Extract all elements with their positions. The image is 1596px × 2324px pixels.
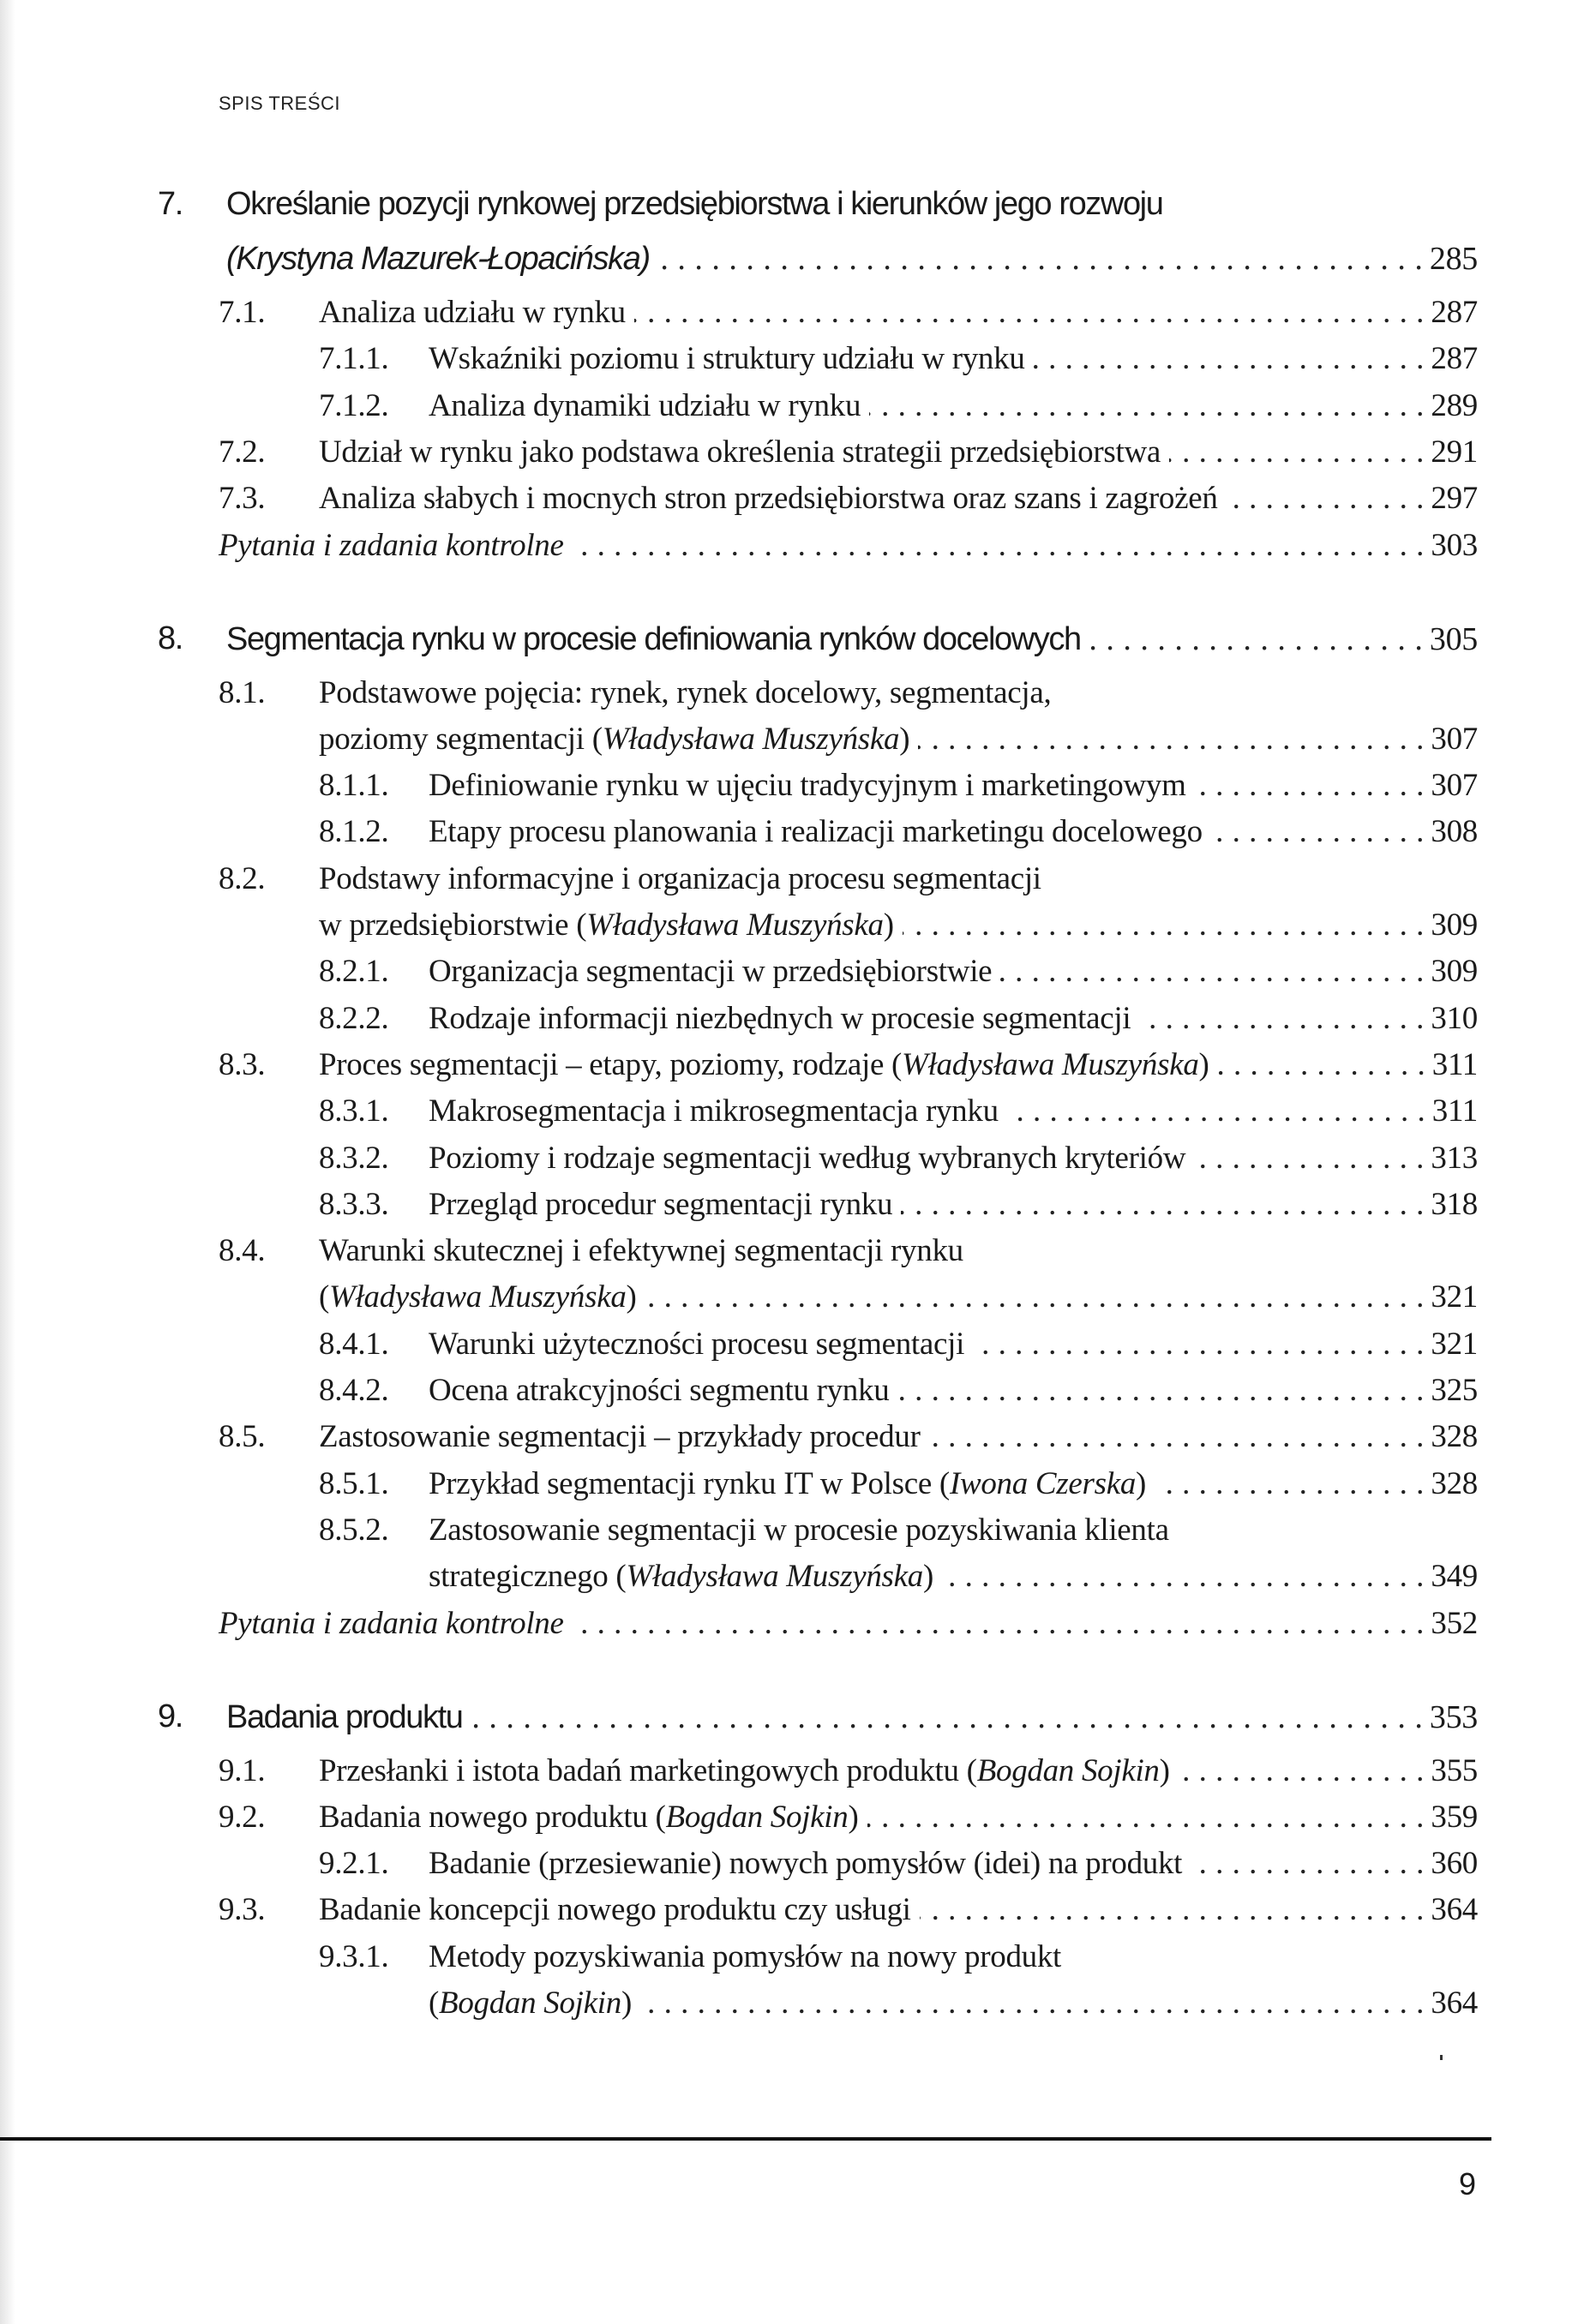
entry-number: 9.2. xyxy=(219,1799,266,1835)
entry-author-or-italic: Władysława Muszyńska xyxy=(902,1046,1199,1082)
toc-entry-line[interactable] xyxy=(219,860,1478,905)
entry-text: Metody pozyskiwania pomysłów na nowy produkt xyxy=(429,1938,1062,1974)
entry-title xyxy=(319,721,909,758)
toc-entry-line[interactable] xyxy=(319,387,1478,432)
entry-text: Organizacja segmentacji w przedsiębiorstwie xyxy=(429,954,993,990)
entry-number: 8.4.1. xyxy=(319,1326,389,1362)
entry-text: ) xyxy=(883,907,894,943)
entry-title xyxy=(226,241,650,278)
page-ref: 287 xyxy=(1431,295,1478,330)
page-ref: 305 xyxy=(1429,620,1478,657)
entry-title xyxy=(319,907,894,943)
dot-leader xyxy=(1089,620,1423,658)
entry-text: Badania nowego produktu ( xyxy=(319,1799,666,1835)
entry-text: Warunki użyteczności procesu segmentacji xyxy=(429,1326,965,1362)
dot-leader xyxy=(942,1558,1424,1595)
entry-text: Analiza udziału w rynku xyxy=(319,295,626,330)
entry-text: Poziomy i rodzaje segmentacji według wybranych kryteriów xyxy=(429,1140,1186,1176)
toc-entry-line[interactable] xyxy=(319,907,1478,951)
dot-leader xyxy=(658,240,1423,278)
page-ref: 328 xyxy=(1431,1419,1478,1455)
toc-entry-line[interactable] xyxy=(319,1000,1478,1045)
entry-number: 8.3. xyxy=(219,1046,266,1082)
entry-number: 8.5. xyxy=(219,1419,266,1455)
entry-text: Analiza dynamiki udziału w rynku xyxy=(429,387,861,423)
entry-number: 8.4. xyxy=(219,1233,266,1269)
dot-leader xyxy=(903,907,1425,943)
entry-text: ) xyxy=(1136,1465,1147,1501)
entry-text: Makrosegmentacja i mikrosegmentacja rynku xyxy=(429,1093,999,1129)
entry-text: ( xyxy=(319,1279,330,1315)
entry-title xyxy=(429,1140,1185,1177)
entry-text: ) xyxy=(621,1986,632,2021)
page-ref: 287 xyxy=(1431,341,1478,377)
entry-title xyxy=(319,860,1041,897)
entry-number: 8.4.2. xyxy=(319,1373,389,1408)
toc-entry-line[interactable] xyxy=(319,1465,1478,1510)
entry-number: 9.1. xyxy=(219,1752,266,1788)
entry-number: 7.1. xyxy=(219,295,266,330)
entry-author-or-italic: Władysława Muszyńska xyxy=(602,721,900,757)
page-ref: 352 xyxy=(1431,1605,1478,1641)
dot-leader xyxy=(1169,434,1424,470)
entry-title xyxy=(429,387,861,424)
toc-entry-line[interactable] xyxy=(219,1232,1478,1277)
entry-number: 7. xyxy=(158,186,183,222)
entry-author-or-italic: Bogdan Sojkin xyxy=(439,1986,621,2021)
toc-entry-line[interactable] xyxy=(319,953,1478,997)
toc-entry-line[interactable] xyxy=(219,480,1478,524)
entry-title xyxy=(319,1799,859,1836)
toc-entry-line[interactable] xyxy=(319,721,1478,765)
entry-title xyxy=(429,1372,889,1409)
entry-text: ) xyxy=(626,1279,637,1315)
entry-title xyxy=(429,1558,933,1595)
entry-text: Warunki skutecznej i efektywnej segmentacji rynku xyxy=(319,1233,963,1269)
toc-entry-line[interactable] xyxy=(219,294,1478,338)
entry-title xyxy=(319,434,1161,470)
entry-author-or-italic: Krystyna Mazurek-Łopacińska xyxy=(236,241,640,277)
entry-number: 9.2.1. xyxy=(319,1846,389,1882)
dot-leader xyxy=(1179,1752,1425,1789)
entry-text: ) xyxy=(1198,1046,1209,1082)
chapter-heading-line[interactable] xyxy=(158,186,1478,231)
entry-title xyxy=(429,1985,632,2022)
page-ref: 364 xyxy=(1431,1892,1478,1928)
entry-author-or-italic: ) xyxy=(639,241,650,277)
page-ref: 318 xyxy=(1431,1186,1478,1222)
entry-number: 9.3. xyxy=(219,1892,266,1928)
entry-title xyxy=(226,186,1162,223)
entry-title xyxy=(319,1279,637,1315)
entry-title xyxy=(226,1699,463,1736)
toc-entry-line[interactable] xyxy=(429,1985,1478,2029)
entry-number: 8.1.2. xyxy=(319,814,389,850)
dot-leader xyxy=(1194,1140,1424,1177)
page-ref: 297 xyxy=(1431,481,1478,517)
entry-number: 9. xyxy=(158,1698,183,1734)
entry-number: 7.1.2. xyxy=(319,387,389,423)
dot-leader xyxy=(1211,813,1425,850)
dot-leader xyxy=(640,1985,1424,2022)
toc-entry-line[interactable] xyxy=(219,1418,1478,1463)
entry-text: w przedsiębiorstwie ( xyxy=(319,907,587,943)
dot-leader xyxy=(645,1279,1425,1315)
page-ref: 311 xyxy=(1431,1046,1478,1082)
dot-leader xyxy=(573,527,1425,564)
toc-entry-line[interactable] xyxy=(319,1279,1478,1323)
entry-number: 8.2.1. xyxy=(319,954,389,990)
entry-title xyxy=(429,813,1203,850)
toc-entry-line[interactable] xyxy=(429,1558,1478,1602)
entry-text: Przegląd procedur segmentacji rynku xyxy=(429,1186,893,1222)
toc-entry-line[interactable] xyxy=(319,1186,1478,1231)
dot-leader xyxy=(897,1372,1424,1409)
entry-author-or-italic: Bogdan Sojkin xyxy=(665,1799,849,1835)
toc-entry-line[interactable] xyxy=(219,1752,1478,1797)
toc-entry-line[interactable] xyxy=(319,340,1478,385)
dot-leader xyxy=(1155,1465,1424,1502)
entry-title xyxy=(429,1465,1146,1502)
entry-text: strategicznego ( xyxy=(429,1559,627,1595)
page-ref: 289 xyxy=(1431,387,1478,423)
entry-text: Określanie pozycji rynkowej przedsiębiorstwa i kierunków jego rozwoju xyxy=(226,186,1163,222)
entry-number: 8.3.1. xyxy=(319,1093,389,1129)
dot-leader xyxy=(901,1186,1424,1223)
chapter-heading-line[interactable] xyxy=(158,620,1478,665)
entry-author-or-italic: Bogdan Sojkin xyxy=(976,1752,1160,1788)
entry-title xyxy=(319,1891,911,1928)
entry-title xyxy=(319,1046,1209,1083)
page-ref: 321 xyxy=(1431,1326,1478,1362)
page-ref: 291 xyxy=(1431,434,1478,470)
entry-number: 7.1.1. xyxy=(319,341,389,377)
entry-author-or-italic: Władysława Muszyńska xyxy=(329,1279,627,1315)
entry-number: 8.5.2. xyxy=(319,1512,389,1548)
entry-text: Zastosowanie segmentacji – przykłady procedur xyxy=(319,1419,921,1455)
entry-title xyxy=(429,1000,1131,1037)
page-ref: 309 xyxy=(1431,907,1478,943)
dot-leader xyxy=(1227,480,1425,517)
entry-text: Wskaźniki poziomu i struktury udziału w rynku xyxy=(429,341,1025,377)
entry-text: ) xyxy=(922,1559,933,1595)
toc-entry-line[interactable] xyxy=(219,1891,1478,1936)
entry-title xyxy=(319,1232,963,1269)
entry-author-or-italic: ( xyxy=(226,241,237,277)
entry-text: Podstawy informacyjne i organizacja procesu segmentacji xyxy=(319,860,1041,896)
entry-text: Udział w rynku jako podstawa określenia strategii przedsiębiorstwa xyxy=(319,434,1161,470)
entry-text: Badania produktu xyxy=(226,1698,463,1735)
entry-title xyxy=(226,621,1081,658)
dot-leader xyxy=(1195,767,1425,804)
entry-text: poziomy segmentacji ( xyxy=(319,721,603,757)
entry-title xyxy=(219,527,564,564)
entry-title xyxy=(319,674,1051,711)
running-head: SPIS TREŚCI xyxy=(219,93,341,114)
entry-text: Segmentacja rynku w procesie definiowania rynków docelowych xyxy=(226,620,1081,657)
page-ref: 355 xyxy=(1431,1752,1478,1788)
dot-leader xyxy=(920,1891,1425,1928)
page-ref: 307 xyxy=(1431,768,1478,804)
chapter-heading-line[interactable] xyxy=(226,240,1478,285)
toc-entry-line[interactable] xyxy=(319,813,1478,858)
page-ref: 360 xyxy=(1431,1846,1478,1882)
entry-text: ( xyxy=(429,1986,440,2021)
entry-text: Zastosowanie segmentacji w procesie pozyskiwania klienta xyxy=(429,1512,1169,1548)
page-ref: 325 xyxy=(1431,1373,1478,1408)
page-ref: 303 xyxy=(1431,527,1478,563)
toc-entry-line[interactable] xyxy=(219,1799,1478,1843)
toc-entry-line[interactable] xyxy=(319,1372,1478,1417)
entry-author-or-italic: Władysława Muszyńska xyxy=(586,907,884,943)
dot-leader xyxy=(1218,1046,1425,1083)
entry-number: 7.3. xyxy=(219,481,266,517)
entry-text: Przykład segmentacji rynku IT w Polsce ( xyxy=(429,1465,950,1501)
scan-speck xyxy=(1440,2055,1443,2060)
toc-entry-line[interactable] xyxy=(219,674,1478,719)
entry-author-or-italic: Pytania i zadania kontrolne xyxy=(219,527,564,563)
chapter-heading-line[interactable] xyxy=(158,1698,1478,1743)
entry-title xyxy=(319,1752,1170,1789)
toc-entry-line[interactable] xyxy=(319,1512,1478,1556)
entry-text: ) xyxy=(848,1799,859,1835)
toc-entry-line[interactable] xyxy=(319,1140,1478,1184)
entry-number: 8.3.2. xyxy=(319,1140,389,1176)
page-ref: 310 xyxy=(1431,1000,1478,1036)
page-ref: 349 xyxy=(1431,1559,1478,1595)
entry-number: 8.1.1. xyxy=(319,768,389,804)
entry-text: Analiza słabych i mocnych stron przedsiębiorstwa oraz szans i zagrożeń xyxy=(319,481,1218,517)
dot-leader xyxy=(973,1326,1424,1363)
entry-title xyxy=(429,953,992,990)
dot-leader xyxy=(929,1418,1425,1455)
entry-author-or-italic: Pytania i zadania kontrolne xyxy=(219,1605,564,1641)
toc-entry-line[interactable] xyxy=(219,1046,1478,1091)
entry-text: Rodzaje informacji niezbędnych w procesie segmentacji xyxy=(429,1000,1131,1036)
dot-leader xyxy=(1034,340,1425,377)
entry-number: 8. xyxy=(158,620,183,656)
page-ref: 313 xyxy=(1431,1140,1478,1176)
toc-entry-line[interactable] xyxy=(219,434,1478,478)
toc-entry-line[interactable] xyxy=(319,1845,1478,1890)
page-ref: 328 xyxy=(1431,1465,1478,1501)
entry-number: 7.2. xyxy=(219,434,266,470)
page-ref: 285 xyxy=(1429,241,1478,277)
entry-title xyxy=(429,1938,1061,1975)
page-number: 9 xyxy=(1458,2166,1476,2201)
entry-number: 8.5.1. xyxy=(319,1465,389,1501)
dot-leader xyxy=(918,721,1424,758)
entry-title xyxy=(429,1512,1169,1548)
entry-text: ) xyxy=(899,721,910,757)
toc-entry-line[interactable] xyxy=(319,1093,1478,1137)
page-ref: 359 xyxy=(1431,1799,1478,1835)
dot-leader xyxy=(867,1799,1425,1836)
footer-rule xyxy=(0,2137,1491,2141)
page-ref: 321 xyxy=(1431,1279,1478,1315)
entry-number: 8.3.3. xyxy=(319,1186,389,1222)
entry-title xyxy=(429,1326,964,1363)
entry-text: Przesłanki i istota badań marketingowych produktu ( xyxy=(319,1752,977,1788)
entry-number: 8.2. xyxy=(219,860,266,896)
page-ref: 311 xyxy=(1431,1093,1478,1129)
toc-entry-line[interactable] xyxy=(319,1938,1478,1983)
entry-text: Definiowanie rynku w ujęciu tradycyjnym i marketingowym xyxy=(429,768,1186,804)
dot-leader xyxy=(1000,953,1424,990)
entry-author-or-italic: Władysława Muszyńska xyxy=(626,1559,923,1595)
entry-number: 8.1. xyxy=(219,674,266,710)
page-ref: 364 xyxy=(1431,1986,1478,2021)
entry-title xyxy=(219,1605,564,1642)
dot-leader xyxy=(1191,1845,1424,1882)
toc-entry-line[interactable] xyxy=(219,1605,1478,1650)
entry-text: Podstawowe pojęcia: rynek, rynek docelowy, segmentacja, xyxy=(319,674,1052,710)
dot-leader xyxy=(573,1605,1425,1642)
entry-text: Badanie (przesiewanie) nowych pomysłów (idei) na produkt xyxy=(429,1846,1183,1882)
entry-text: Ocena atrakcyjności segmentu rynku xyxy=(429,1373,890,1408)
scan-edge-shadow xyxy=(0,0,15,2324)
toc-entry-line[interactable] xyxy=(219,527,1478,572)
page-ref: 309 xyxy=(1431,954,1478,990)
dot-leader xyxy=(869,387,1424,424)
page-ref: 308 xyxy=(1431,814,1478,850)
toc-entry-line[interactable] xyxy=(319,767,1478,812)
dot-leader xyxy=(634,294,1425,331)
entry-text: ) xyxy=(1159,1752,1170,1788)
entry-title xyxy=(429,1186,892,1223)
dot-leader xyxy=(471,1698,1423,1736)
entry-text: Badanie koncepcji nowego produktu czy usługi xyxy=(319,1892,911,1928)
entry-text: Etapy procesu planowania i realizacji marketingu docelowego xyxy=(429,814,1203,850)
entry-title xyxy=(319,480,1218,517)
entry-number: 9.3.1. xyxy=(319,1938,389,1974)
entry-title xyxy=(319,294,626,331)
entry-title xyxy=(429,340,1025,377)
dot-leader xyxy=(1139,1000,1424,1037)
entry-title xyxy=(429,1845,1182,1882)
entry-title xyxy=(319,1418,921,1455)
page-ref: 307 xyxy=(1431,721,1478,757)
entry-author-or-italic: Iwona Czerska xyxy=(949,1465,1137,1501)
dot-leader xyxy=(1007,1093,1425,1129)
page-ref: 353 xyxy=(1429,1698,1478,1735)
entry-title xyxy=(429,1093,999,1129)
entry-title xyxy=(429,767,1186,804)
entry-text: Proces segmentacji – etapy, poziomy, rodzaje ( xyxy=(319,1046,903,1082)
toc-entry-line[interactable] xyxy=(319,1326,1478,1370)
entry-number: 8.2.2. xyxy=(319,1000,389,1036)
